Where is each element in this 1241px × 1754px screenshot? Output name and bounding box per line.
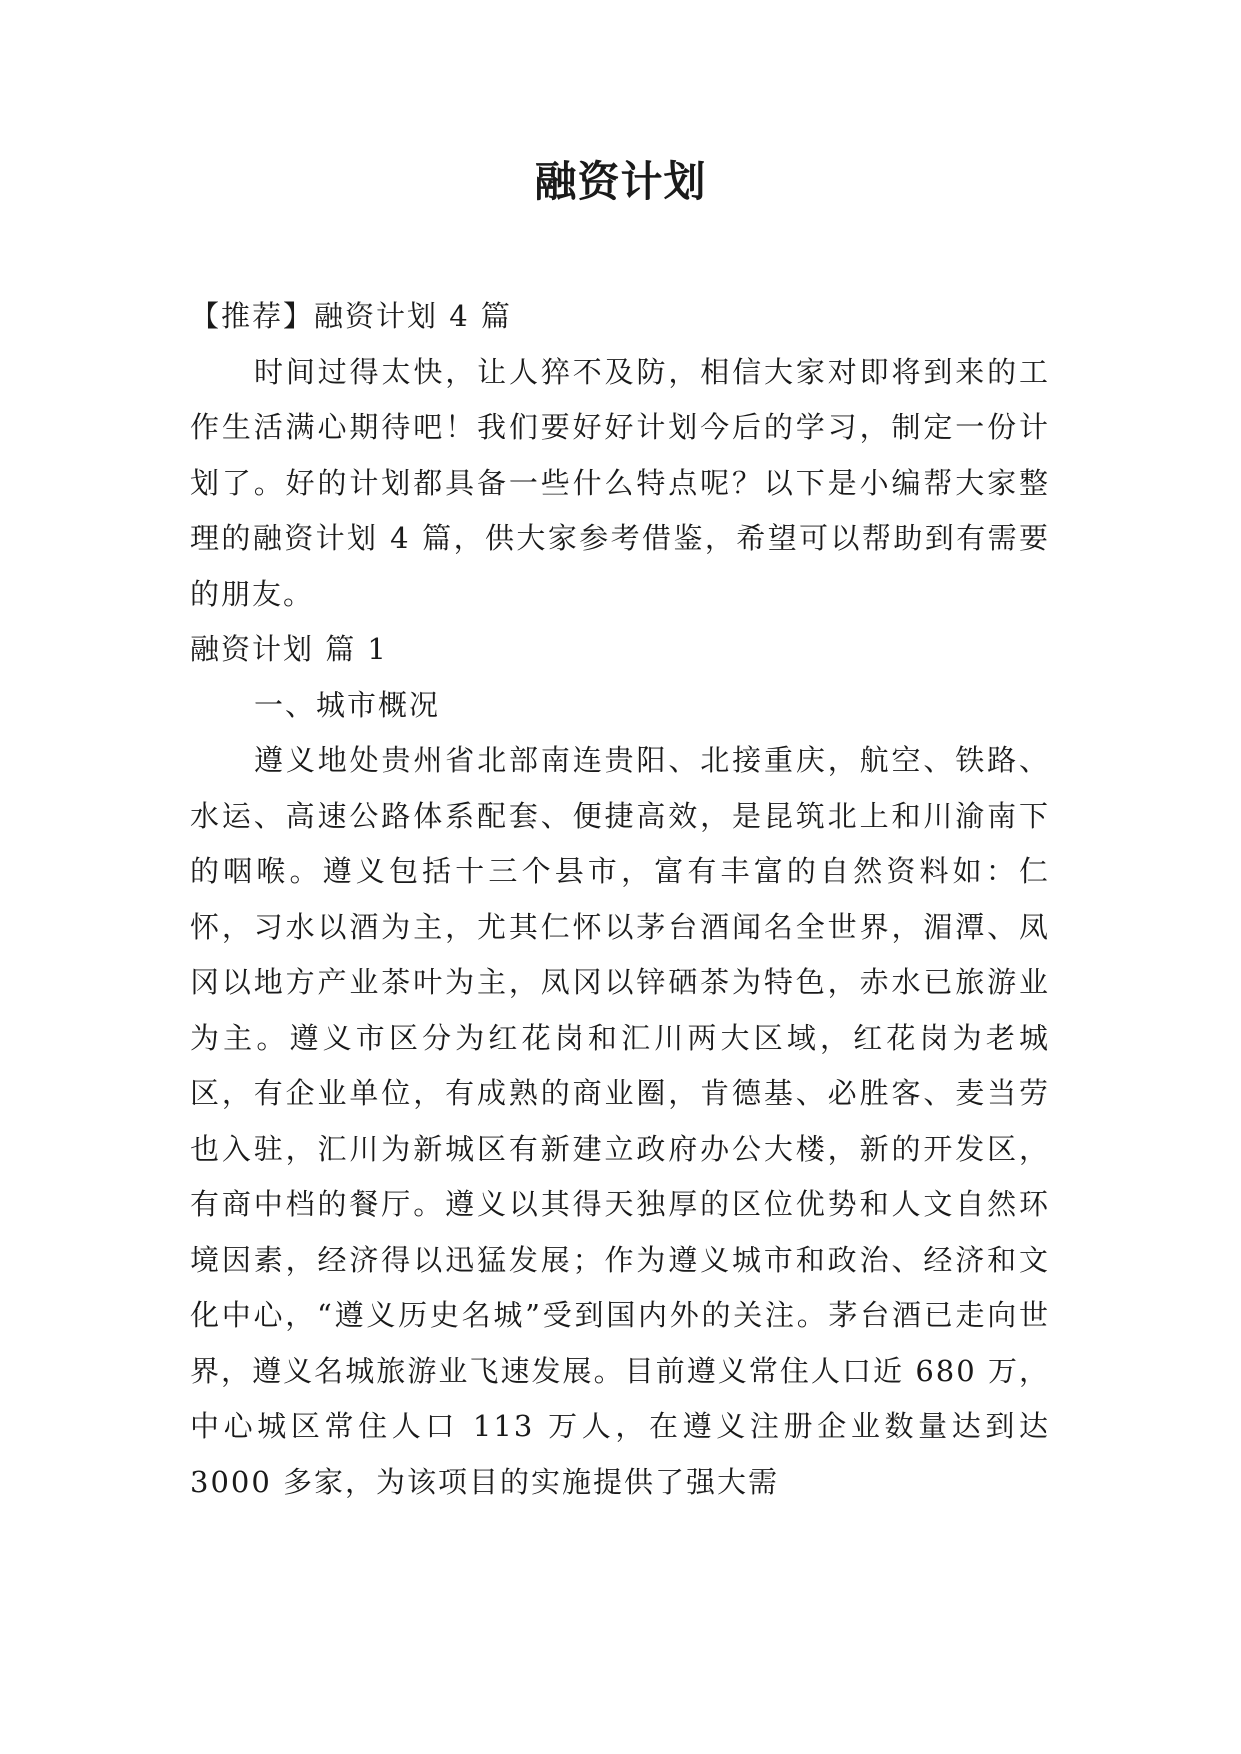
recommend-line: 【推荐】融资计划 4 篇 <box>190 299 512 333</box>
city-overview-paragraph: 遵义地处贵州省北部南连贵阳、北接重庆，航空、铁路、水运、高速公路体系配套、便捷高效，是昆筑北上和川渝南下的咽喉。遵义包括十三个县市，富有丰富的自然资料如：仁怀，习水以酒为主，尤其仁怀以茅台酒闻名全世界，湄潭、凤冈以地方产业茶叶为主，凤冈以锌硒茶为特色，赤水已旅游业为主。遵义市区分为红花岗和汇川两大区域，红花岗为老城区，有企业单位，有成熟的商业圈，肯德基、必胜客、麦当劳也入驻，汇川为新城区有新建立政府办公大楼，新的开发区，有商中档的餐厅。遵义以其得天独厚的区位优势和人文自然环境因素，经济得以迅猛发展；作为遵义城市和政治、经济和文化中心，“遵义历史名城”受到国内外的关注。茅台酒已走向世界，遵义名城旅游业飞速发展。目前遵义常住人口近 680 万，中心城区常住人口 113 万人，在遵义注册企业数量达到达 3000 多家，为该项目的实施提供了强大需 <box>190 743 1050 1499</box>
document-title: 融资计划 <box>534 157 707 206</box>
intro-paragraph: 时间过得太快，让人猝不及防，相信大家对即将到来的工作生活满心期待吧！我们要好好计划今后的学习，制定一份计划了。好的计划都具备一些什么特点呢？以下是小编帮大家整理的融资计划 4 篇，供大家参考借鉴，希望可以帮助到有需要的朋友。 <box>190 354 1050 611</box>
document-body <box>190 289 1050 1510</box>
section-heading: 融资计划 篇 1 <box>190 632 388 666</box>
subheading-city-overview: 一、城市概况 <box>254 687 441 722</box>
